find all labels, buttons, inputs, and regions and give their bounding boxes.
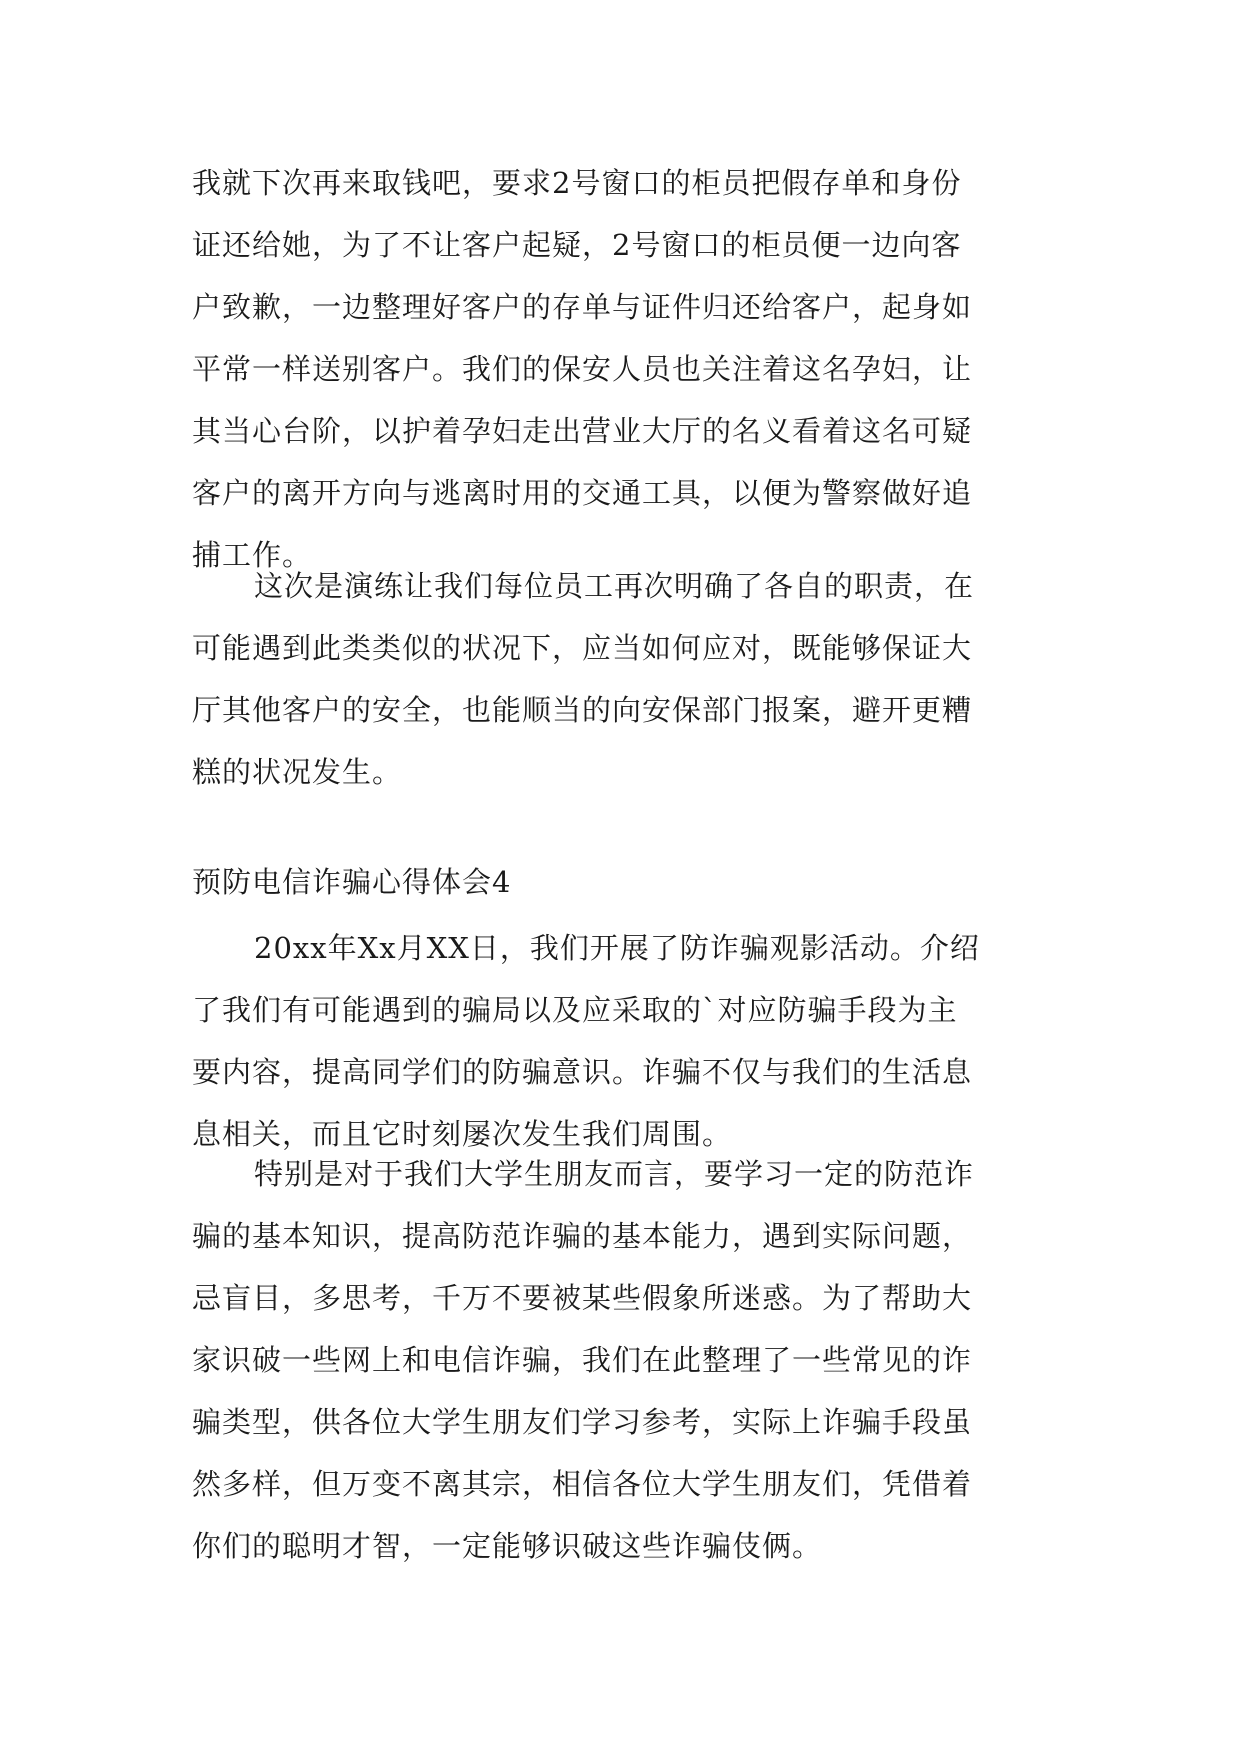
text-line: 家识破一些网上和电信诈骗，我们在此整理了一些常见的诈 xyxy=(192,1343,973,1377)
section-heading xyxy=(192,851,1052,913)
text-line: 骗类型，供各位大学生朋友们学习参考，实际上诈骗手段虽 xyxy=(192,1405,973,1439)
text-line: 特别是对于我们大学生朋友而言，要学习一定的防范诈 xyxy=(254,1157,975,1191)
paragraph-continuation xyxy=(192,152,1052,586)
text-line: 可能遇到此类类似的状况下，应当如何应对，既能够保证大 xyxy=(192,631,973,665)
text-line: 糕的状况发生。 xyxy=(192,755,403,789)
text-line: 厅其他客户的安全，也能顺当的向安保部门报案，避开更糟 xyxy=(192,693,973,727)
text-line: 客户的离开方向与逃离时用的交通工具，以便为警察做好追 xyxy=(192,476,973,510)
text-line: 证还给她，为了不让客户起疑，2号窗口的柜员便一边向客 xyxy=(192,228,962,262)
paragraph-students xyxy=(192,1143,1052,1577)
text-line: 然多样，但万变不离其宗，相信各位大学生朋友们，凭借着 xyxy=(192,1467,973,1501)
text-line: 忌盲目，多思考，千万不要被某些假象所迷惑。为了帮助大 xyxy=(192,1281,973,1315)
text-line: 这次是演练让我们每位员工再次明确了各自的职责，在 xyxy=(254,569,975,603)
paragraph-activity xyxy=(192,917,1052,1165)
text-line: 要内容，提高同学们的防骗意识。诈骗不仅与我们的生活息 xyxy=(192,1055,973,1089)
text-line: 骗的基本知识，提高防范诈骗的基本能力，遇到实际问题， xyxy=(192,1219,973,1253)
text-line: 其当心台阶，以护着孕妇走出营业大厅的名义看着这名可疑 xyxy=(192,414,973,448)
text-line: 我就下次再来取钱吧，要求2号窗口的柜员把假存单和身份 xyxy=(192,166,962,200)
text-line: 息相关，而且它时刻屡次发生我们周围。 xyxy=(192,1117,733,1151)
text-line: 捕工作。 xyxy=(192,538,313,572)
paragraph-drill-summary xyxy=(192,555,1052,803)
text-line: 平常一样送别客户。我们的保安人员也关注着这名孕妇，让 xyxy=(192,352,973,386)
text-line: 了我们有可能遇到的骗局以及应采取的`对应防骗手段为主 xyxy=(192,993,958,1027)
text-line: 户致歉，一边整理好客户的存单与证件归还给客户，起身如 xyxy=(192,290,973,324)
text-line: 20xx年Xx月XX日，我们开展了防诈骗观影活动。介绍 xyxy=(254,931,980,965)
text-line: 你们的聪明才智，一定能够识破这些诈骗伎俩。 xyxy=(192,1529,823,1563)
section-title: 预防电信诈骗心得体会4 xyxy=(192,865,512,899)
